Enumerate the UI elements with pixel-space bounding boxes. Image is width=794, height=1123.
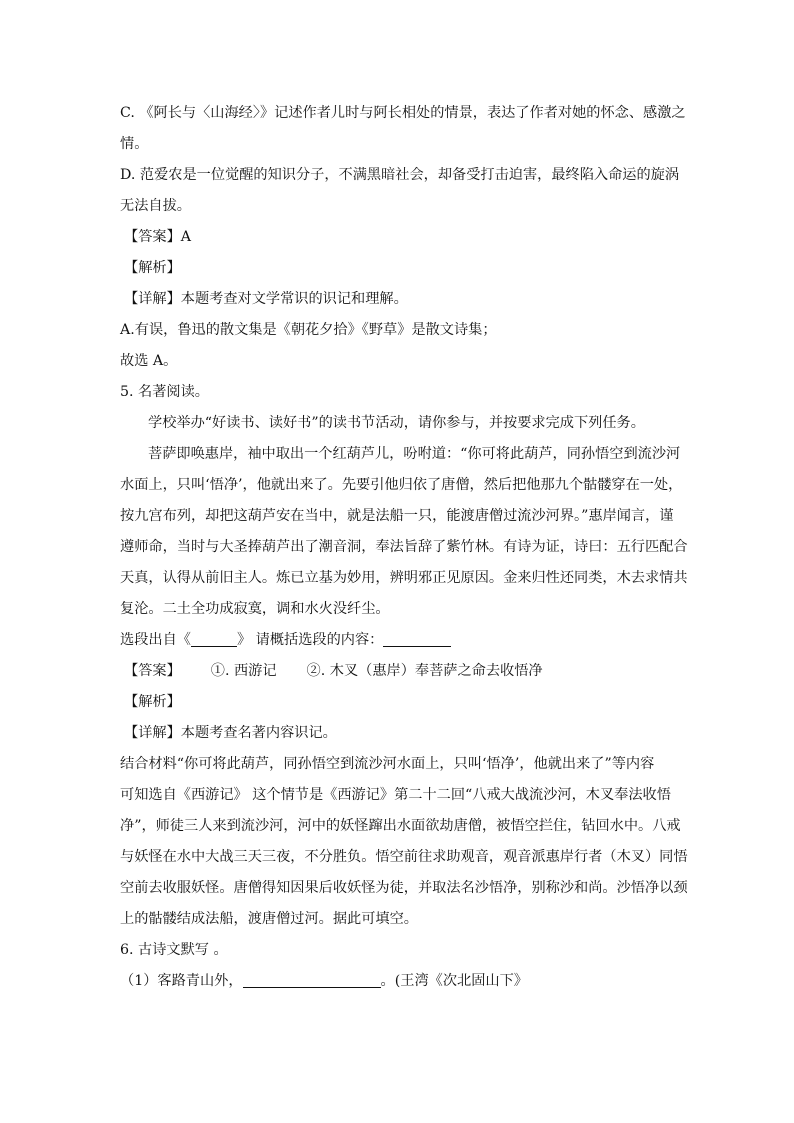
q6-item1-part1: （1）客路青山外， [120,973,243,989]
q5-answer-1: ①. 西游记 [210,663,277,679]
q6-title: 6. 古诗文默写 。 [120,942,228,958]
q5-explain-line: 结合材料“你可将此葫芦，同孙悟空到流沙河水面上，只叫‘悟净’，他就出来了”等内容 [120,756,655,772]
q5-passage-line: 天真，认得从前旧主人。炼已立基为妙用，辨明邪正见原因。金来归性还同类，木去求情共 [120,570,688,586]
q5-prompt-part2: 》 请概括选段的内容： [236,632,384,648]
option-d-line2: 无法自拔。 [120,198,191,214]
q4-choose: 故选 A。 [120,353,178,369]
q5-passage-line: 按九宫布列，却把这葫芦安在当中，就是法船一只，能渡唐僧过流沙河界。”惠岸闻言，谨 [120,508,674,524]
q4-analysis-label: 【解析】 [124,260,181,276]
q5-passage-line: 菩萨即唤惠岸，袖中取出一个红葫芦儿，吩咐道：“你可将此葫芦，同孙悟空到流沙河 [148,446,681,462]
answer-blank[interactable] [383,630,451,647]
q4-detail: 【详解】本题考查对文学常识的识记和理解。 [124,291,408,307]
q6-item1-part2: 。(王湾《次北固山下》 [380,973,528,989]
q4-answer: 【答案】A [124,229,191,245]
q5-explain-line: 净”，师徒三人来到流沙河，河中的妖怪蹿出水面欲劫唐僧，被悟空拦住，钻回水中。八戒 [120,818,681,834]
q5-intro: 学校举办“好读书、读好书”的读书节活动，请你参与，并按要求完成下列任务。 [148,415,645,431]
q5-passage-line: 复沦。二土全功成寂寞，调和水火没纤尘。 [120,601,390,617]
q5-passage-line: 遵师命，当时与大圣捧葫芦出了潮音洞，奉法旨辞了紫竹林。有诗为证，诗曰：五行匹配合 [120,539,688,555]
option-c-line1: C. 《阿长与〈山海经〉》记述作者儿时与阿长相处的情景，表达了作者对她的怀念、感激之 [120,105,686,121]
q5-analysis-label: 【解析】 [124,694,181,710]
q5-prompt-part1: 选段出自《 [120,632,191,648]
q5-explain-line: 与妖怪在水中大战三天三夜，不分胜负。悟空前往求助观音，观音派惠岸行者（木叉）同悟 [120,849,688,865]
q5-passage-line: 水面上，只叫‘悟净’，他就出来了。先要引他归依了唐僧，然后把他那九个骷髅穿在一处， [120,477,683,493]
q5-title: 5. 名著阅读。 [120,384,209,400]
q5-explain-line: 空前去收服妖怪。唐僧得知因果后收妖怪为徒，并取法名沙悟净，别称沙和尚。沙悟净以颈 [120,880,688,896]
q5-answer [120,656,676,687]
q5-explain-line: 可知选自《西游记》 这个情节是《西游记》第二十二回“八戒大战流沙河，木叉奉法收悟 [120,787,671,803]
option-c-line2: 情。 [120,136,149,152]
q5-prompt [120,625,676,656]
q6-item1 [120,966,676,997]
answer-blank[interactable] [243,971,381,988]
answer-blank[interactable] [191,630,237,647]
option-d-line1: D. 范爱农是一位觉醒的知识分子，不满黑暗社会，却备受打击迫害，最终陷入命运的旋涡 [120,167,680,183]
q4-explain: A.有误，鲁迅的散文集是《朝花夕拾》《野草》是散文诗集； [120,322,497,338]
q5-explain-line: 上的骷髅结成法船，渡唐僧过河。据此可填空。 [120,911,418,927]
document-body [120,98,688,997]
q5-answer-2: ②. 木叉（惠岸）奉菩萨之命去收悟净 [306,663,543,679]
q5-answer-label: 【答案】 [124,663,181,679]
q5-detail: 【详解】本题考查名著内容识记。 [124,725,337,741]
